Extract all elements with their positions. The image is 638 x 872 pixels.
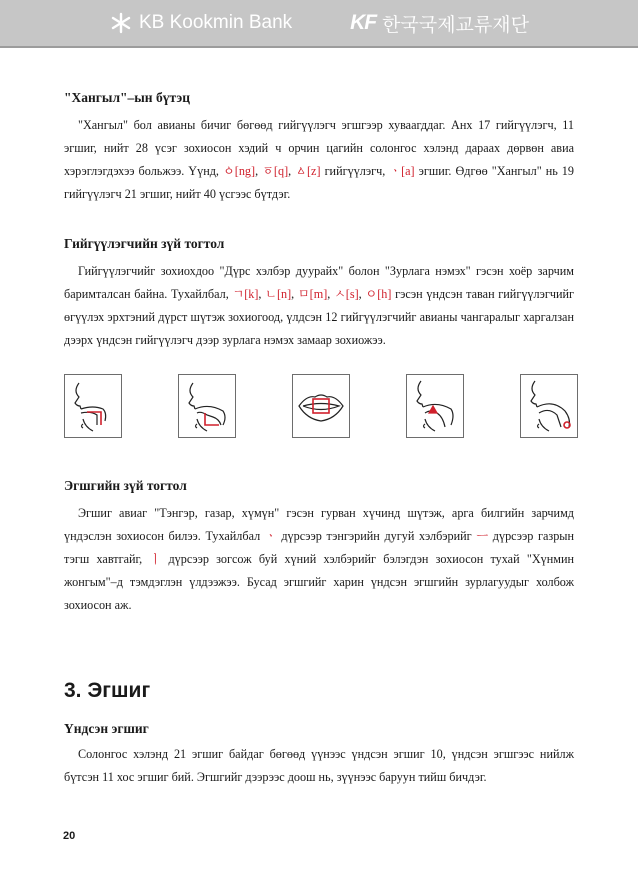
letter-a: ㆍ[a] — [389, 164, 415, 178]
letter-n: ㄴ[n] — [265, 287, 292, 301]
section-title-basic-vowel: Үндсэн эгшиг — [64, 721, 149, 736]
paragraph-basic-vowel: Солонгос хэлэнд 21 эгшиг байдаг бөгөөд үүнээс үндсэн эгшиг 10, үндсэн эгшгээс нийлж бүтсэн 11 хос эгшиг бий. Эгшгийг дээрээс доош нь, зүүнээс баруун тийш бичдэг. — [64, 747, 574, 784]
letter-z: ㅿ[z] — [295, 164, 321, 178]
section-title-hangul: "Хангыл"–ын бүтэц — [64, 90, 191, 105]
diagram-n — [178, 374, 236, 438]
diagram-s — [406, 374, 464, 438]
kf-logo-icon: KF — [350, 11, 377, 34]
letter-h: ㅇ[h] — [365, 287, 392, 301]
vowel-bar: ㅡ — [476, 529, 489, 543]
page-content — [64, 90, 574, 789]
text-run: гийгүүлэгч, — [320, 164, 390, 178]
letter-k: ㄱ[k] — [232, 287, 259, 301]
tongue-back-k-icon — [65, 375, 121, 437]
text-run: "Хангыл" бол авианы бичиг бөгөөд гийгүүлэгч эгшгээр хуваагддаг. Анх 17 гийгүүлэгч, 11 эгшиг, нийт 28 үсэг зохиосон хэдий ч орчин цагийн солонгос хэлэнд дараах дөрвөн авиа хэрэглэгдэхээ больжээ. Үүнд, — [64, 118, 574, 178]
kf-brand — [350, 10, 529, 37]
text-run: дүрсээр газрын тэгш хавтгайг, — [64, 529, 574, 566]
text-run: Эгшиг авиаг "Тэнгэр, газар, хүмүн" гэсэн гурван хүчинд шүтэж, арга билгийн зарчимд үндэслэн зохиосон билээ. Тухайлбал — [64, 506, 574, 543]
text-run: дүрсээр тэнгэрийн дугуй хэлбэрийг — [276, 529, 477, 543]
throat-h-icon — [521, 375, 577, 437]
text-run: эгшиг. Өдгөө "Хангыл" нь 19 гийгүүлэгч 21 эгшиг, нийт 40 үсгээс бүтдэг. — [64, 164, 574, 201]
letter-m: ㅁ[m] — [297, 287, 328, 301]
section-title-vowel: Эгшгийн зүй тогтол — [64, 478, 187, 493]
articulation-diagrams — [64, 374, 578, 438]
header-bar — [0, 0, 638, 48]
teeth-s-icon — [407, 375, 463, 437]
diagram-k — [64, 374, 122, 438]
letter-q: ㆆ[q] — [262, 164, 289, 178]
diagram-h — [520, 374, 578, 438]
text-run: гэсэн үндсэн таван гийгүүлэгчийг өгүүлэх эрхтэний дүрст шүтэж зохиогоод, үлдсэн 12 гийгүүлэгчийг авианы чангаралыг харгалзан дээрх үндсэн гийгүүлэгч дээр зурлага нэмэх замаар зохиожээ. — [64, 287, 575, 347]
paragraph-consonant: Гийгүүлэгчийг зохиохдоо "Дүрс хэлбэр дуурайх" болон "Зурлага нэмэх" гэсэн хоёр зарчим баримталсан байна. Тухайлбал, ㄱ[k], ㄴ[n], ㅁ[m], ㅅ[s], ㅇ[h] гэсэн үндсэн таван гийгүүлэгчийг өгүүлэх эрхтэний дүрст шүтэж зохиогоод, үлдсэн 12 гийгүүлэгчийг авианы чангаралыг харгалзан дээрх үндсэн гийгүүлэгч дээр зурлага нэмэх замаар зохиожээ. — [64, 264, 575, 347]
kb-bank-brand — [109, 12, 292, 34]
chapter-title: 3. Эгшиг — [64, 679, 151, 702]
lips-m-icon — [293, 375, 349, 437]
vowel-dot: ㆍ — [264, 529, 277, 543]
letter-ng: ㆁ[ng] — [223, 164, 256, 178]
text-run: дүрсээр зогсож буй хүний хэлбэрийг бэлэгдэн зохиосон тухай "Хүнмин жонгым"–д тэмдэглэн үлдээжээ. Бусад эгшгийг харин үндсэн эгшгийн зурлагуудыг холбож зохиосон аж. — [64, 552, 574, 612]
text-run: Гийгүүлэгчийг зохиохдоо "Дүрс хэлбэр дуурайх" болон "Зурлага нэмэх" гэсэн хоёр зарчим баримталсан байна. Тухайлбал, — [64, 264, 574, 301]
tongue-tip-n-icon — [179, 375, 235, 437]
kf-org-name: 한국국제교류재단 — [382, 14, 529, 36]
paragraph-hangul: "Хангыл" бол авианы бичиг бөгөөд гийгүүлэгч эгшгээр хуваагддаг. Анх 17 гийгүүлэгч, 11 эгшиг, нийт 28 үсэг зохиосон хэдий ч орчин цагийн солонгос хэлэнд дараах дөрвөн авиа хэрэглэгдэхээ больжээ. Үүнд, ㆁ[ng], ㆆ[q], ㅿ[z] гийгүүлэгч, ㆍ[a] эгшиг. Өдгөө "Хангыл" нь 19 гийгүүлэгч 21 эгшиг, нийт 40 үсгээс бүтдэг. — [64, 118, 574, 201]
section-title-consonant: Гийгүүлэгчийн зүй тогтол — [64, 236, 225, 251]
vowel-stick: ㅣ — [149, 552, 162, 566]
page-number: 20 — [63, 830, 76, 842]
kb-star-logo-icon — [109, 12, 133, 34]
kb-bank-name: KB Kookmin Bank — [139, 12, 293, 33]
diagram-m — [292, 374, 350, 438]
paragraph-vowel — [64, 502, 574, 617]
letter-s: ㅅ[s] — [334, 287, 359, 301]
